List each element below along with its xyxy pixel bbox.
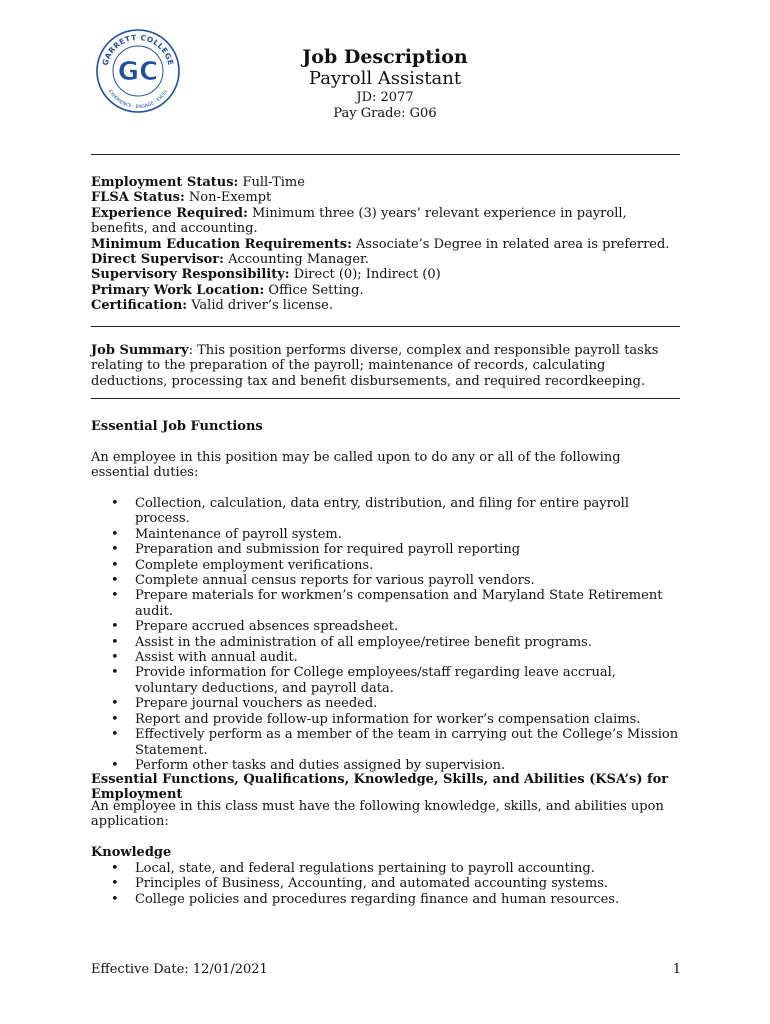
education-requirements (91, 237, 681, 252)
info-label: Minimum Education Requirements: (91, 236, 352, 252)
info-label: Primary Work Location: (91, 282, 265, 298)
list-item: • Principles of Business, Accounting, and automated accounting systems. (91, 876, 681, 891)
list-item: • Complete employment verifications. (91, 558, 681, 573)
essential-intro: An employee in this position may be called upon to do any or all of the following essential duties: (91, 450, 621, 481)
divider (91, 154, 680, 155)
info-value: Non-Exempt (184, 190, 272, 206)
college-logo (95, 28, 181, 114)
list-item: • Prepare materials for workmen’s compensation and Maryland State Retirement audit. (91, 588, 681, 619)
flsa-status (91, 190, 681, 205)
divider (91, 398, 680, 399)
info-value: Valid driver’s license. (187, 298, 333, 314)
info-label: Supervisory Responsibility: (91, 267, 290, 283)
info-value: Full-Time (238, 175, 305, 190)
info-label: Certification: (91, 298, 188, 314)
supervisory-responsibility (91, 267, 681, 282)
divider (91, 326, 680, 327)
ksa-heading: Essential Functions, Qualifications, Knowledge, Skills, and Abilities (KSA’s) for Employment (91, 772, 669, 803)
knowledge-heading: Knowledge (91, 845, 172, 860)
logo-letters: GC (117, 57, 159, 87)
direct-supervisor (91, 252, 681, 267)
job-summary (91, 343, 681, 389)
ksa-intro: An employee in this class must have the following knowledge, skills, and abilities upon application: (91, 799, 664, 830)
list-item: • Perform other tasks and duties assigned by supervision. (91, 758, 681, 773)
employment-status (91, 175, 681, 190)
position-title: Payroll Assistant (308, 68, 462, 89)
info-value: Minimum three (3) years’ relevant experience in payroll, benefits, and accounting. (91, 205, 627, 237)
list-item: • Maintenance of payroll system. (91, 527, 681, 542)
info-value: Office Setting. (264, 282, 364, 298)
certification (91, 298, 681, 313)
info-label: Experience Required: (91, 205, 248, 221)
info-value: Accounting Manager. (223, 252, 369, 268)
document-title: Job Description (302, 46, 468, 68)
work-location (91, 283, 681, 298)
summary-label: Job Summary (91, 343, 189, 358)
list-item: • Local, state, and federal regulations pertaining to payroll accounting. (91, 861, 681, 876)
list-item: • Prepare journal vouchers as needed. (91, 696, 681, 711)
list-item: • Assist with annual audit. (91, 650, 681, 665)
jd-number: JD: 2077 (356, 90, 414, 105)
list-item: • Provide information for College employees/staff regarding leave accrual, voluntary deductions, and payroll data. (91, 665, 681, 696)
page-number: 1 (672, 962, 681, 977)
svg-text:EXPERIENCE · ENGAGE · EXCEL (107, 88, 170, 110)
duties-list (91, 496, 681, 773)
info-label: Employment Status: (91, 175, 239, 190)
knowledge-list (91, 861, 681, 907)
effective-date: Effective Date: 12/01/2021 (91, 962, 268, 977)
list-item: • Preparation and submission for required payroll reporting (91, 542, 681, 557)
info-value: Direct (0); Indirect (0) (289, 267, 441, 283)
summary-text: : This position performs diverse, complex and responsible payroll tasks relating to the preparation of the payroll; maintenance of records, calculating deductions, processing tax and benefit disbursements, and required recordkeeping. (91, 343, 659, 389)
list-item: • Collection, calculation, data entry, distribution, and filing for entire payroll process. (91, 496, 681, 527)
pay-grade: Pay Grade: G06 (333, 106, 437, 121)
info-value: Associate’s Degree in related area is preferred. (351, 236, 670, 252)
experience-required (91, 206, 681, 237)
list-item: • Assist in the administration of all employee/retiree benefit programs. (91, 635, 681, 650)
list-item: • Report and provide follow-up information for worker’s compensation claims. (91, 712, 681, 727)
essential-functions-heading: Essential Job Functions (91, 419, 263, 434)
info-label: Direct Supervisor: (91, 252, 224, 268)
info-label: FLSA Status: (91, 190, 185, 206)
list-item: • Complete annual census reports for various payroll vendors. (91, 573, 681, 588)
job-info (91, 175, 681, 314)
logo-arc-top: GARRETT COLLEGE (100, 32, 176, 67)
list-item: • Prepare accrued absences spreadsheet. (91, 619, 681, 634)
logo-arc-bottom: EXPERIENCE · ENGAGE · EXCEL (106, 89, 170, 111)
list-item: • Effectively perform as a member of the team in carrying out the College’s Mission Statement. (91, 727, 681, 758)
list-item: • College policies and procedures regarding finance and human resources. (91, 892, 681, 907)
